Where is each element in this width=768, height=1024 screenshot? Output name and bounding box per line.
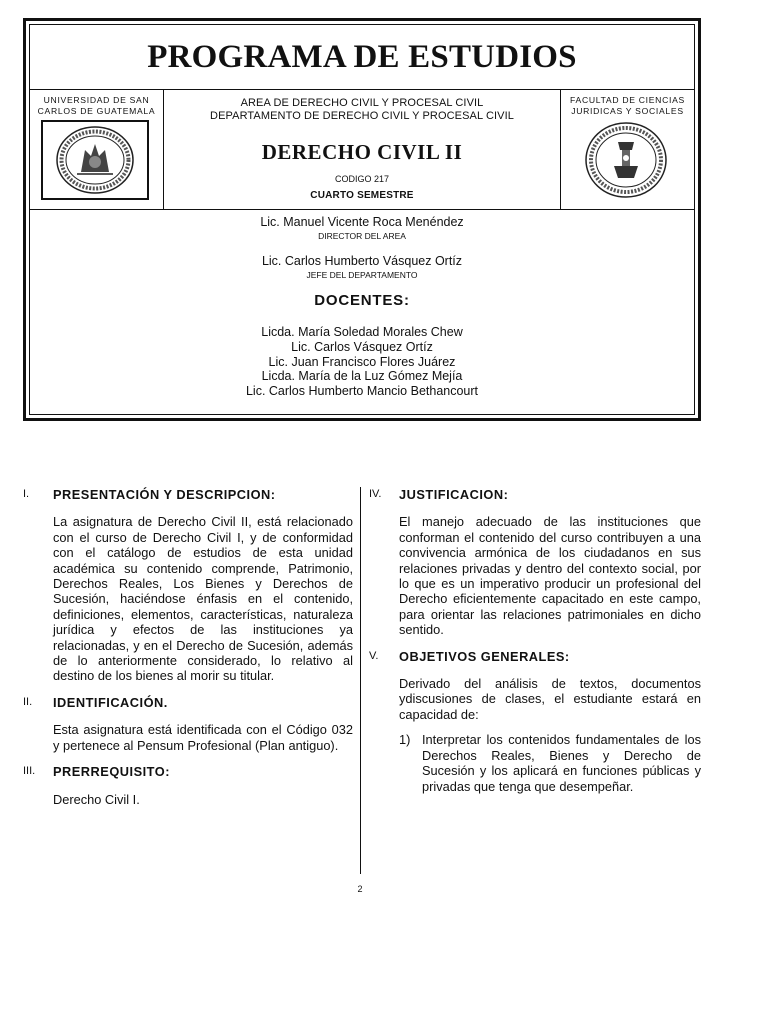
section-number: V. [369, 649, 379, 662]
page-number: 2 [357, 884, 363, 894]
section-title: JUSTIFICACION: [399, 487, 509, 502]
faculty-block [560, 90, 694, 209]
course-name: DERECHO CIVIL II [261, 140, 463, 164]
docentes-list [30, 325, 694, 399]
title-row [30, 25, 694, 90]
department-head-role: JEFE DEL DEPARTAMENTO [306, 270, 418, 280]
docente-item: Lic. Carlos Humberto Mancio Bethancourt [245, 384, 479, 399]
faculty-seal-icon [582, 120, 670, 200]
column-divider [360, 487, 361, 874]
section-number: IV. [369, 488, 382, 500]
department-name: DEPARTAMENTO DE DERECHO CIVIL Y PROCESAL CIVIL [210, 110, 514, 122]
document-title: PROGRAMA DE ESTUDIOS [147, 39, 577, 75]
docente-item: Lic. Juan Francisco Flores Juárez [268, 354, 456, 369]
usac-seal-icon [53, 124, 137, 196]
right-column [369, 487, 701, 794]
objective-item [399, 732, 701, 794]
section-body: Esta asignatura está identificada con el Código 032 y pertenece al Pensum Profesional (Plan antiguo). [53, 722, 353, 753]
section-body: El manejo adecuado de las instituciones que conforman el contenido del curso contribuyen a una convivencia armónica de los ciudadanos en sus relaciones privadas y dentro del contexto social, por lo que es un imperativo producir un profesional del Derecho eficientemente capacitado en este campo, para orientar las relaciones patrimoniales en dicho sentido. [399, 514, 701, 638]
section-justificacion [369, 487, 701, 638]
director-name: Lic. Manuel Vicente Roca Menéndez [260, 215, 464, 229]
docente-item: Licda. María de la Luz Gómez Mejía [261, 369, 463, 384]
university-seal [41, 120, 149, 200]
section-body: La asignatura de Derecho Civil II, está relacionado con el curso de Derecho Civil I, y de conformidad con el catálogo de estudios de esta unidad académica su contenido comprende, Patrimonio, Derechos Reales, Los Bienes y Derechos de Sucesión, haciéndose énfasis en el contenido, definiciones, elementos, características, naturaleza jurídica y efectos de las instituciones ya relacionadas, y en el Derecho de Sucesión, además de lo anteriormente considerado, lo relativo al destino de los bienes al morir su titular. [53, 514, 353, 684]
docente-item: Lic. Carlos Vásquez Ortíz [291, 339, 433, 354]
section-number: I. [23, 488, 30, 500]
area-name: AREA DE DERECHO CIVIL Y PROCESAL CIVIL [240, 97, 484, 109]
staff-section [30, 209, 694, 414]
docente-item: Licda. María Soledad Morales Chew [261, 325, 463, 339]
objective-number: 1) [399, 732, 411, 748]
left-column [23, 487, 353, 807]
section-objetivos [369, 649, 701, 794]
university-block [30, 90, 164, 209]
section-number: III. [23, 765, 36, 778]
section-body: Derecho Civil I. [53, 791, 140, 807]
course-code: CODIGO 217 [334, 174, 390, 184]
section-presentacion [23, 487, 353, 684]
faculty-seal [572, 120, 680, 200]
section-title: PRERREQUISITO: [53, 764, 170, 780]
section-prerrequisito [23, 764, 353, 807]
department-head-name: Lic. Carlos Humberto Vásquez Ortíz [261, 254, 463, 268]
university-name: UNIVERSIDAD DE SAN CARLOS DE GUATEMALA [37, 95, 156, 116]
section-identificacion [23, 695, 353, 753]
section-number: II. [23, 695, 33, 708]
section-title: IDENTIFICACIÓN. [53, 694, 168, 710]
section-title: PRESENTACIÓN Y DESCRIPCION: [53, 487, 276, 502]
header-frame [23, 18, 701, 421]
section-body: Derivado del análisis de textos, documentos ydiscusiones de clases, el estudiante estará en capacidad de: [399, 676, 701, 722]
header-inner-frame [29, 24, 695, 415]
director-role: DIRECTOR DEL AREA [318, 231, 406, 241]
course-info [164, 90, 560, 209]
docentes-heading: DOCENTES: [314, 292, 410, 309]
course-semester: CUARTO SEMESTRE [310, 190, 414, 201]
objective-text: Interpretar los contenidos fundamentales de los Derechos Reales, Bienes y Derecho de Sucesión y los aplicará en funciones públicas y privadas que tenga que desempeñar. [422, 732, 701, 794]
section-title: OBJETIVOS GENERALES: [399, 648, 570, 664]
faculty-name: FACULTAD DE CIENCIAS JURIDICAS Y SOCIALES [570, 95, 685, 116]
